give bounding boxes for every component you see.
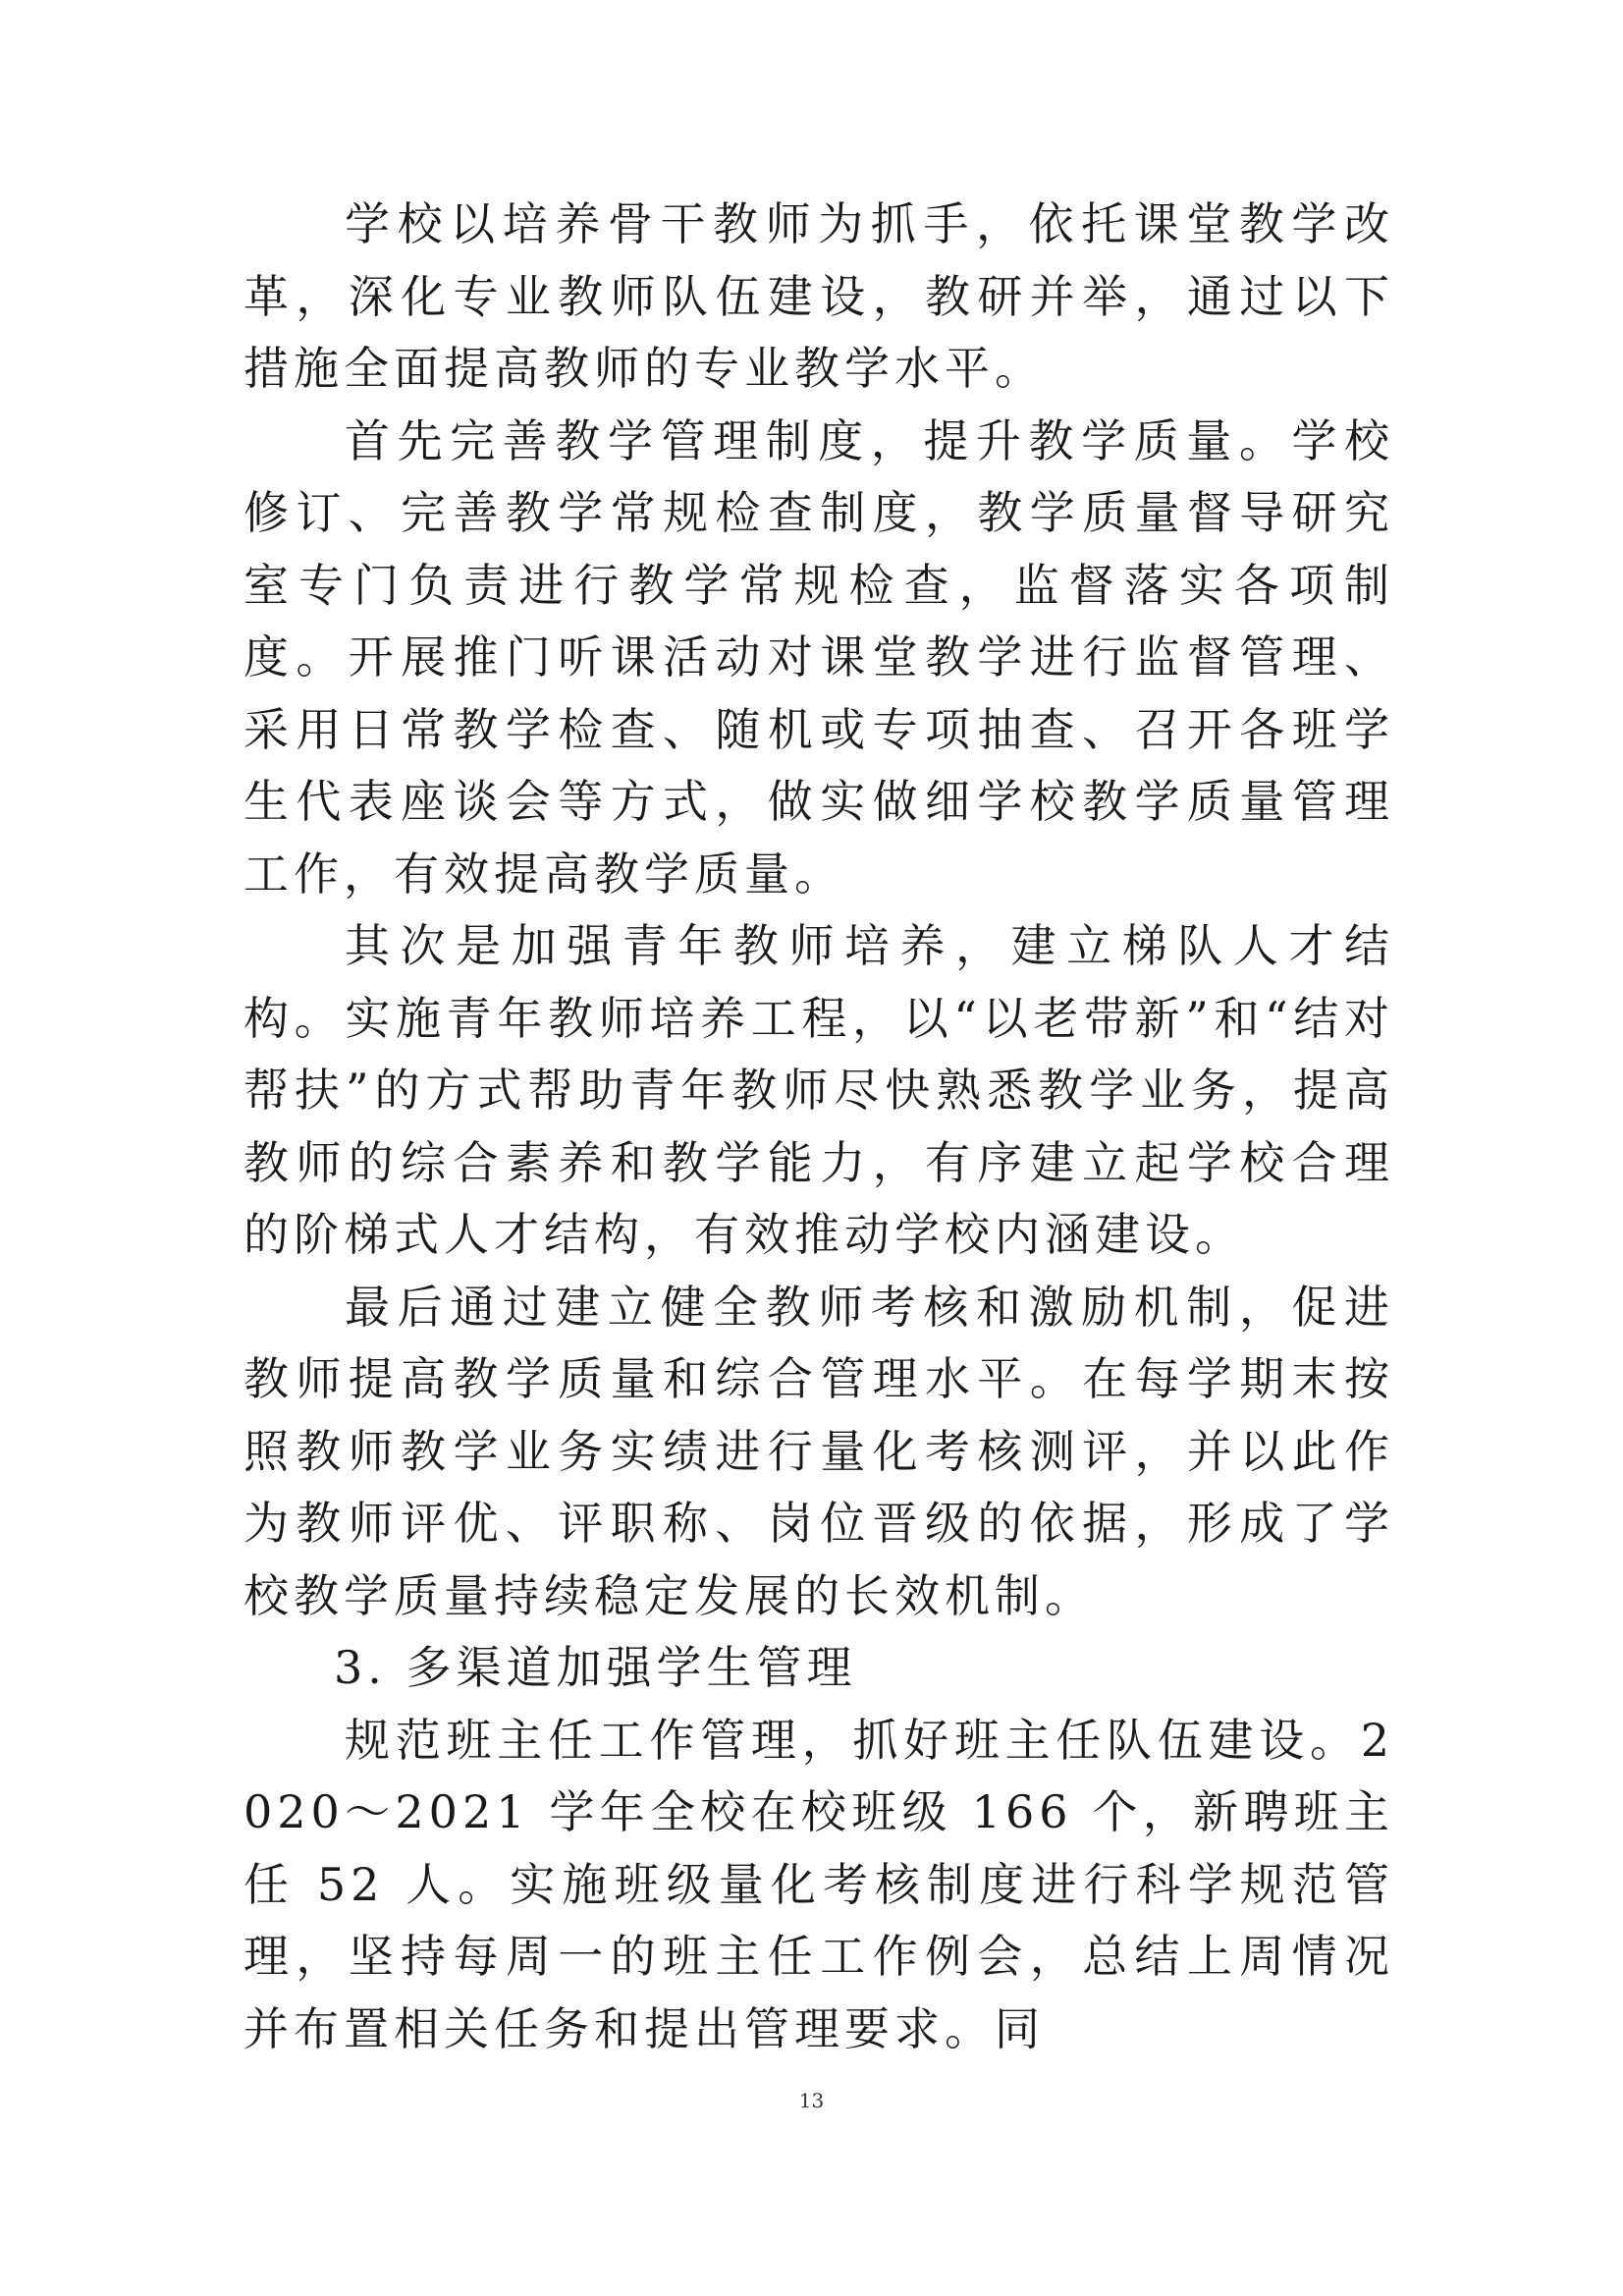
paragraph-teaching-management: 首先完善教学管理制度，提升教学质量。学校修订、完善教学常规检查制度，教学质量督导研究室专门负责进行教学常规检查，监督落实各项制度。开展推门听课活动对课堂教学进行监督管理、采用日常教学检查、随机或专项抽查、召开各班学生代表座谈会等方式，做实做细学校教学质量管理工作，有效提高教学质量。 [243,413,1394,901]
paragraph-core-teachers: 学校以培养骨干教师为抓手，依托课堂教学改革，深化专业教师队伍建设，教研并举，通过以下措施全面提高教师的专业教学水平。 [243,197,1394,395]
section-heading: 3. 多渠道加强学生管理 [334,1641,857,1694]
paragraph-class-teacher-management: 规范班主任工作管理，抓好班主任队伍建设。2020～2021 学年全校在校班级 166 个，新聘班主任 52 人。实施班级量化考核制度进行科学规范管理，坚持每周一的班主任工作例会，总结上周情况并布置相关任务和提出管理要求。同 [243,1713,1394,2055]
paragraph-young-teachers: 其次是加强青年教师培养，建立梯队人才结构。实施青年教师培养工程，以“以老带新”和“结对帮扶”的方式帮助青年教师尽快熟悉教学业务，提高教师的综合素养和教学能力，有序建立起学校合理的阶梯式人才结构，有效推动学校内涵建设。 [243,919,1394,1261]
document-body [243,189,1394,2065]
page-number: 13 [798,2089,825,2112]
paragraph-assessment-incentives: 最后通过建立健全教师考核和激励机制，促进教师提高教学质量和综合管理水平。在每学期末按照教师教学业务实绩进行量化考核测评，并以此作为教师评优、评职称、岗位晋级的依据，形成了学校教学质量持续稳定发展的长效机制。 [243,1280,1394,1622]
